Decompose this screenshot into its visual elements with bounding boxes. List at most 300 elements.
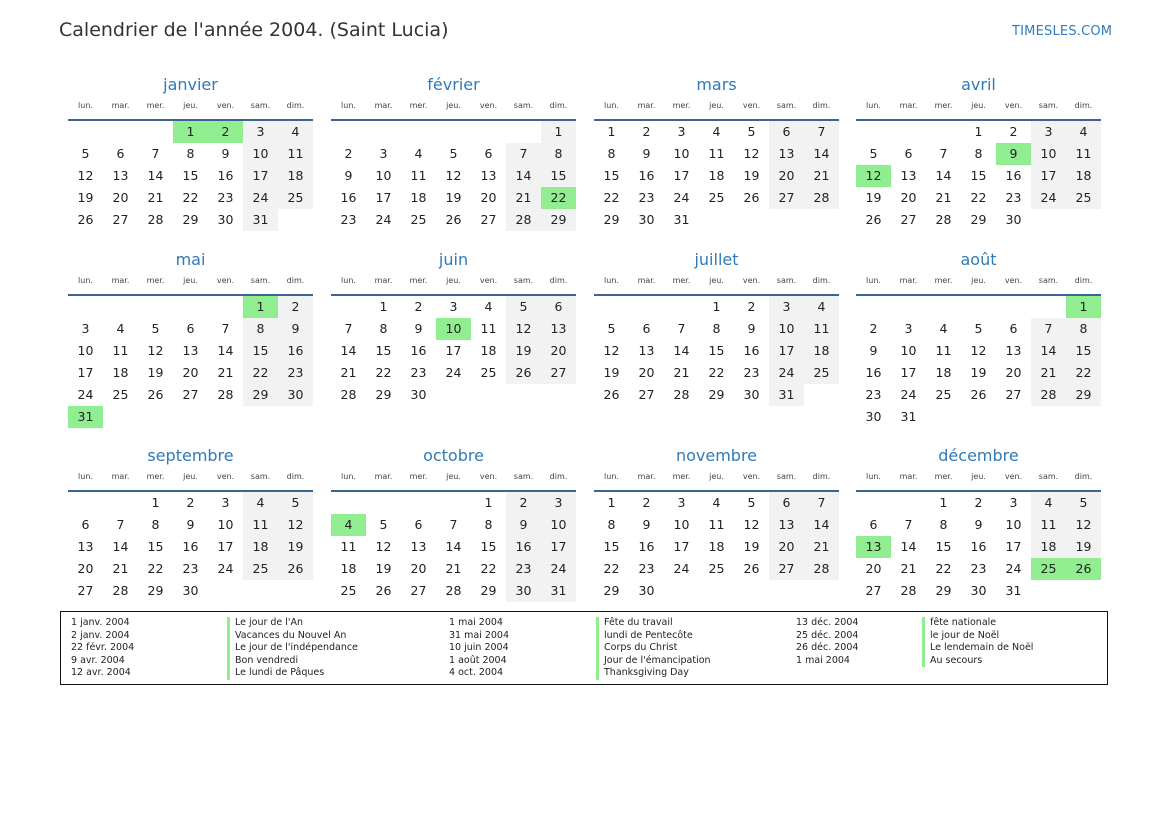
day-cell: 28 <box>673 387 690 402</box>
day-cell: 13 <box>769 143 804 165</box>
day-cell: 4 <box>484 299 493 314</box>
day-cell: 18 <box>1066 165 1101 187</box>
day-cell: 6 <box>186 321 195 336</box>
day-cell: 19 <box>77 190 94 205</box>
day-cell: 10 <box>769 318 804 340</box>
day-cell: 24 <box>673 190 690 205</box>
day-cell: 27 <box>182 387 199 402</box>
day-cell: 7 <box>151 146 160 161</box>
day-cell: 2 <box>869 321 878 336</box>
weekday-label: lun. <box>866 276 881 285</box>
weekday-label: sam. <box>1038 276 1059 285</box>
day-cell: 30 <box>865 409 882 424</box>
weekday-label: mar. <box>637 276 656 285</box>
day-cell: 17 <box>445 343 462 358</box>
day-cell: 3 <box>449 299 458 314</box>
day-cell: 28 <box>506 209 541 231</box>
day-cell: 24 <box>541 558 576 580</box>
day-cell: 6 <box>541 296 576 318</box>
day-cell: 29 <box>243 384 278 406</box>
day-cell: 19 <box>147 365 164 380</box>
day-cell: 10 <box>77 343 94 358</box>
day-cell: 18 <box>708 168 725 183</box>
legend-date: 31 mai 2004 <box>449 629 510 641</box>
day-cell: 8 <box>186 146 195 161</box>
day-cell: 5 <box>379 517 388 532</box>
day-cell: 17 <box>1005 539 1022 554</box>
legend-holiday-name: Jour de l'émancipation <box>596 655 711 668</box>
day-cell: 14 <box>804 514 839 536</box>
weekday-label: ven. <box>742 276 761 285</box>
day-cell: 30 <box>278 384 313 406</box>
header-divider <box>331 119 576 121</box>
legend-names-col-3 <box>922 617 1033 667</box>
day-cell: 14 <box>900 539 917 554</box>
weekday-label: sam. <box>1038 101 1059 110</box>
day-cell: 24 <box>445 365 462 380</box>
holiday-day-cell: 1 <box>1066 296 1101 318</box>
day-cell: 22 <box>1066 362 1101 384</box>
day-cell: 9 <box>221 146 230 161</box>
weekday-label: lun. <box>604 472 619 481</box>
day-cell: 7 <box>804 121 839 143</box>
weekday-label: lun. <box>78 276 93 285</box>
day-cell: 9 <box>642 146 651 161</box>
weekday-label: ven. <box>742 101 761 110</box>
day-cell: 8 <box>379 321 388 336</box>
weekday-label: sam. <box>513 276 534 285</box>
day-cell: 15 <box>243 340 278 362</box>
weekday-label: mer. <box>672 101 691 110</box>
weekday-label: mar. <box>374 101 393 110</box>
day-cell: 17 <box>769 340 804 362</box>
day-cell: 1 <box>712 299 721 314</box>
weekday-label: ven. <box>216 472 235 481</box>
day-cell: 1 <box>939 495 948 510</box>
day-cell: 20 <box>541 340 576 362</box>
legend-holiday-name: fête nationale <box>922 617 1033 630</box>
day-cell: 23 <box>743 365 760 380</box>
legend-holiday-name: Au secours <box>922 655 1033 668</box>
day-cell: 9 <box>414 321 423 336</box>
day-cell: 11 <box>243 514 278 536</box>
day-cell: 4 <box>1066 121 1101 143</box>
day-cell: 22 <box>970 190 987 205</box>
day-cell: 25 <box>243 558 278 580</box>
day-cell: 3 <box>677 124 686 139</box>
weekday-label: mar. <box>637 101 656 110</box>
day-cell: 7 <box>344 321 353 336</box>
weekday-label: mar. <box>899 472 918 481</box>
day-cell: 29 <box>541 209 576 231</box>
day-cell: 17 <box>673 168 690 183</box>
legend-holiday-name: lundi de Pentecôte <box>596 630 711 643</box>
day-cell: 27 <box>541 362 576 384</box>
day-cell: 3 <box>904 321 913 336</box>
day-cell: 28 <box>900 583 917 598</box>
day-cell: 15 <box>480 539 497 554</box>
day-cell: 27 <box>900 212 917 227</box>
day-cell: 19 <box>970 365 987 380</box>
holiday-day-cell: 12 <box>856 165 891 187</box>
weekday-label: jeu. <box>183 101 198 110</box>
day-cell: 19 <box>865 190 882 205</box>
weekday-label: lun. <box>78 101 93 110</box>
day-cell: 6 <box>81 517 90 532</box>
day-cell: 29 <box>480 583 497 598</box>
day-cell: 9 <box>278 318 313 340</box>
weekday-label: mer. <box>146 101 165 110</box>
day-cell: 30 <box>217 212 234 227</box>
day-cell: 4 <box>712 124 721 139</box>
day-cell: 15 <box>147 539 164 554</box>
weekday-label: mer. <box>409 101 428 110</box>
day-cell: 15 <box>935 539 952 554</box>
day-cell: 16 <box>217 168 234 183</box>
legend-holiday-name: Le lendemain de Noël <box>922 642 1033 655</box>
day-cell: 5 <box>869 146 878 161</box>
day-cell: 22 <box>935 561 952 576</box>
day-cell: 21 <box>935 190 952 205</box>
day-cell: 17 <box>673 539 690 554</box>
weekday-label: jeu. <box>183 276 198 285</box>
day-cell: 11 <box>340 539 357 554</box>
day-cell: 21 <box>900 561 917 576</box>
day-cell: 13 <box>769 514 804 536</box>
day-cell: 5 <box>151 321 160 336</box>
weekday-label: dim. <box>286 276 305 285</box>
day-cell: 26 <box>278 558 313 580</box>
day-cell: 14 <box>340 343 357 358</box>
day-cell: 10 <box>541 514 576 536</box>
weekday-label: mar. <box>637 472 656 481</box>
weekday-label: jeu. <box>971 472 986 481</box>
day-cell: 18 <box>410 190 427 205</box>
weekday-label: dim. <box>812 101 831 110</box>
day-cell: 26 <box>445 212 462 227</box>
day-cell: 15 <box>603 168 620 183</box>
month-name: juillet <box>694 250 739 269</box>
day-cell: 24 <box>1031 187 1066 209</box>
day-cell: 31 <box>541 580 576 602</box>
day-cell: 21 <box>804 536 839 558</box>
day-cell: 27 <box>865 583 882 598</box>
day-cell: 25 <box>480 365 497 380</box>
weekday-label: mer. <box>672 276 691 285</box>
weekday-label: lun. <box>866 472 881 481</box>
day-cell: 6 <box>642 321 651 336</box>
day-cell: 11 <box>112 343 129 358</box>
weekday-label: lun. <box>341 276 356 285</box>
weekday-header <box>856 472 1101 486</box>
day-cell: 18 <box>340 561 357 576</box>
day-cell: 12 <box>445 168 462 183</box>
day-cell: 7 <box>1031 318 1066 340</box>
header-divider <box>856 294 1101 296</box>
day-cell: 14 <box>445 539 462 554</box>
day-cell: 29 <box>1066 384 1101 406</box>
legend-dates-col-3 <box>796 617 858 667</box>
day-cell: 7 <box>506 143 541 165</box>
day-cell: 12 <box>970 343 987 358</box>
day-cell: 6 <box>769 492 804 514</box>
day-cell: 12 <box>375 539 392 554</box>
weekday-label: lun. <box>866 101 881 110</box>
page-title: Calendrier de l'année 2004. (Saint Lucia) <box>59 19 449 41</box>
day-cell: 5 <box>974 321 983 336</box>
day-cell: 29 <box>375 387 392 402</box>
day-cell: 30 <box>970 583 987 598</box>
legend-date: 1 mai 2004 <box>449 617 503 628</box>
day-cell: 11 <box>278 143 313 165</box>
weekday-label: mar. <box>899 101 918 110</box>
day-cell: 5 <box>747 495 756 510</box>
day-cell: 27 <box>638 387 655 402</box>
day-cell: 4 <box>804 296 839 318</box>
day-cell: 22 <box>603 190 620 205</box>
legend-date: 4 oct. 2004 <box>449 667 504 678</box>
weekday-label: mar. <box>111 472 130 481</box>
day-cell: 2 <box>974 495 983 510</box>
day-cell: 13 <box>112 168 129 183</box>
day-cell: 3 <box>769 296 804 318</box>
day-cell: 15 <box>1066 340 1101 362</box>
weekday-label: mer. <box>934 472 953 481</box>
holiday-day-cell: 2 <box>208 121 243 143</box>
day-cell: 30 <box>1005 212 1022 227</box>
day-cell: 22 <box>182 190 199 205</box>
weekday-header <box>331 101 576 115</box>
month-name: janvier <box>163 75 218 94</box>
day-cell: 15 <box>182 168 199 183</box>
day-cell: 6 <box>869 517 878 532</box>
weekday-label: jeu. <box>183 472 198 481</box>
day-cell: 10 <box>375 168 392 183</box>
day-cell: 9 <box>186 517 195 532</box>
day-cell: 22 <box>375 365 392 380</box>
weekday-label: sam. <box>250 276 271 285</box>
day-cell: 23 <box>340 212 357 227</box>
day-cell: 11 <box>935 343 952 358</box>
day-cell: 5 <box>449 146 458 161</box>
day-cell: 3 <box>81 321 90 336</box>
day-cell: 29 <box>970 212 987 227</box>
weekday-label: ven. <box>479 472 498 481</box>
day-cell: 18 <box>1031 536 1066 558</box>
day-cell: 13 <box>638 343 655 358</box>
day-cell: 20 <box>480 190 497 205</box>
day-cell: 16 <box>506 536 541 558</box>
day-cell: 26 <box>603 387 620 402</box>
day-cell: 12 <box>506 318 541 340</box>
day-cell: 12 <box>743 517 760 532</box>
day-cell: 31 <box>900 409 917 424</box>
day-cell: 2 <box>642 495 651 510</box>
legend-date: 22 févr. 2004 <box>71 642 135 653</box>
day-cell: 2 <box>1009 124 1018 139</box>
day-cell: 29 <box>182 212 199 227</box>
legend-dates-col-1 <box>71 617 134 680</box>
day-cell: 23 <box>182 561 199 576</box>
day-cell: 12 <box>77 168 94 183</box>
legend-date: 10 juin 2004 <box>449 642 509 653</box>
holiday-legend <box>60 611 1108 685</box>
weekday-label: dim. <box>286 472 305 481</box>
day-cell: 20 <box>1005 365 1022 380</box>
day-cell: 13 <box>77 539 94 554</box>
day-cell: 30 <box>638 212 655 227</box>
weekday-label: lun. <box>341 101 356 110</box>
weekday-label: sam. <box>1038 472 1059 481</box>
day-cell: 21 <box>112 561 129 576</box>
month-name: avril <box>961 75 996 94</box>
day-cell: 11 <box>1031 514 1066 536</box>
weekday-header <box>594 472 839 486</box>
day-cell: 10 <box>900 343 917 358</box>
day-cell: 14 <box>804 143 839 165</box>
holiday-day-cell: 22 <box>541 187 576 209</box>
day-cell: 11 <box>410 168 427 183</box>
weekday-header <box>68 472 313 486</box>
day-cell: 8 <box>607 146 616 161</box>
day-cell: 9 <box>344 168 353 183</box>
weekday-label: mar. <box>111 276 130 285</box>
day-cell: 21 <box>445 561 462 576</box>
day-cell: 19 <box>603 365 620 380</box>
day-cell: 1 <box>484 495 493 510</box>
day-cell: 2 <box>414 299 423 314</box>
day-cell: 6 <box>1009 321 1018 336</box>
day-cell: 13 <box>480 168 497 183</box>
day-cell: 28 <box>112 583 129 598</box>
day-cell: 12 <box>743 146 760 161</box>
weekday-label: lun. <box>78 472 93 481</box>
month-name: février <box>427 75 480 94</box>
day-cell: 28 <box>445 583 462 598</box>
weekday-label: ven. <box>1004 472 1023 481</box>
day-cell: 20 <box>769 165 804 187</box>
day-cell: 1 <box>607 495 616 510</box>
legend-holiday-name: Le jour de l'An <box>227 617 358 630</box>
day-cell: 10 <box>1031 143 1066 165</box>
day-cell: 25 <box>340 583 357 598</box>
day-cell: 20 <box>182 365 199 380</box>
day-cell: 24 <box>243 187 278 209</box>
weekday-label: lun. <box>341 472 356 481</box>
day-cell: 13 <box>410 539 427 554</box>
legend-date: 26 déc. 2004 <box>796 642 859 653</box>
day-cell: 24 <box>1005 561 1022 576</box>
day-cell: 8 <box>974 146 983 161</box>
day-cell: 28 <box>804 187 839 209</box>
legend-date: 9 avr. 2004 <box>71 654 125 666</box>
day-cell: 17 <box>375 190 392 205</box>
day-cell: 6 <box>484 146 493 161</box>
month-name: juin <box>438 250 469 269</box>
brand-link[interactable]: TIMESLES.COM <box>1012 24 1113 39</box>
day-cell: 23 <box>278 362 313 384</box>
weekday-label: sam. <box>513 101 534 110</box>
day-cell: 8 <box>939 517 948 532</box>
day-cell: 14 <box>673 343 690 358</box>
day-cell: 24 <box>673 561 690 576</box>
weekday-label: dim. <box>549 276 568 285</box>
day-cell: 15 <box>708 343 725 358</box>
weekday-label: jeu. <box>446 472 461 481</box>
weekday-label: dim. <box>812 472 831 481</box>
day-cell: 29 <box>147 583 164 598</box>
legend-date: 25 déc. 2004 <box>796 629 859 641</box>
day-cell: 14 <box>506 165 541 187</box>
day-cell: 22 <box>708 365 725 380</box>
day-cell: 3 <box>677 495 686 510</box>
day-cell: 2 <box>506 492 541 514</box>
holiday-day-cell: 25 <box>1031 558 1066 580</box>
day-cell: 16 <box>743 343 760 358</box>
day-cell: 10 <box>1005 517 1022 532</box>
day-cell: 5 <box>1066 492 1101 514</box>
day-cell: 2 <box>747 299 756 314</box>
day-cell: 4 <box>116 321 125 336</box>
day-cell: 27 <box>112 212 129 227</box>
day-cell: 8 <box>484 517 493 532</box>
legend-date: 1 août 2004 <box>449 654 507 666</box>
day-cell: 28 <box>804 558 839 580</box>
day-cell: 15 <box>970 168 987 183</box>
weekday-label: sam. <box>776 276 797 285</box>
day-cell: 21 <box>1031 362 1066 384</box>
day-cell: 3 <box>1031 121 1066 143</box>
day-cell: 25 <box>708 561 725 576</box>
day-cell: 14 <box>217 343 234 358</box>
day-cell: 27 <box>410 583 427 598</box>
day-cell: 14 <box>147 168 164 183</box>
weekday-label: ven. <box>216 101 235 110</box>
day-cell: 1 <box>151 495 160 510</box>
day-cell: 13 <box>900 168 917 183</box>
day-cell: 4 <box>939 321 948 336</box>
day-cell: 23 <box>638 190 655 205</box>
weekday-label: ven. <box>742 472 761 481</box>
day-cell: 26 <box>77 212 94 227</box>
day-cell: 30 <box>743 387 760 402</box>
weekday-label: ven. <box>216 276 235 285</box>
day-cell: 4 <box>243 492 278 514</box>
day-cell: 20 <box>900 190 917 205</box>
day-cell: 7 <box>116 517 125 532</box>
day-cell: 23 <box>638 561 655 576</box>
weekday-label: sam. <box>250 472 271 481</box>
day-cell: 27 <box>769 187 804 209</box>
day-cell: 23 <box>217 190 234 205</box>
day-cell: 22 <box>480 561 497 576</box>
day-cell: 18 <box>935 365 952 380</box>
day-cell: 9 <box>974 517 983 532</box>
day-cell: 7 <box>677 321 686 336</box>
day-cell: 16 <box>865 365 882 380</box>
day-cell: 31 <box>1005 583 1022 598</box>
day-cell: 19 <box>445 190 462 205</box>
day-cell: 10 <box>673 146 690 161</box>
day-cell: 11 <box>708 517 725 532</box>
day-cell: 17 <box>243 165 278 187</box>
day-cell: 21 <box>673 365 690 380</box>
legend-holiday-name: Le lundi de Pâques <box>227 667 358 680</box>
weekday-label: ven. <box>479 101 498 110</box>
weekday-header <box>856 101 1101 115</box>
day-cell: 2 <box>278 296 313 318</box>
legend-date: 1 mai 2004 <box>796 654 850 666</box>
